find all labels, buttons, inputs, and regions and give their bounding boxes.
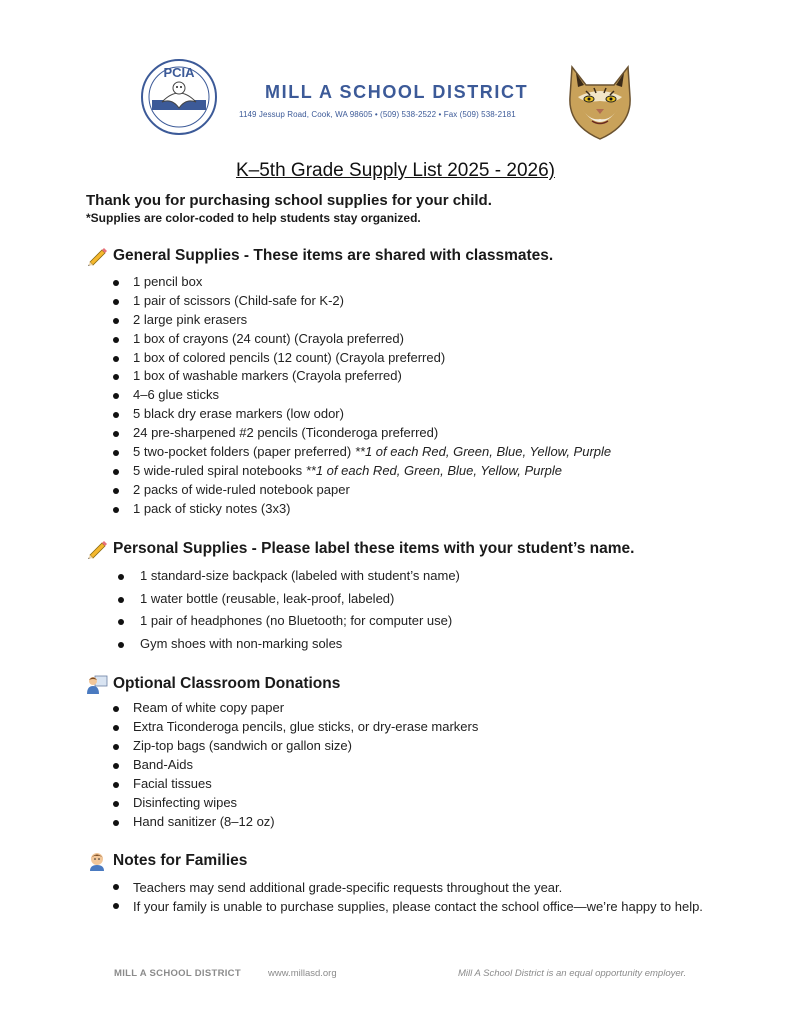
donations-heading-text: Optional Classroom Donations	[113, 675, 341, 692]
list-item	[115, 591, 460, 614]
donations-heading	[86, 674, 340, 694]
footer-website-link[interactable]: www.millasd.org	[268, 968, 337, 979]
teacher-icon	[86, 674, 108, 694]
thank-you-text: Thank you for purchasing school supplies for your child.	[86, 192, 492, 209]
list-item	[110, 482, 611, 501]
list-item	[115, 636, 460, 659]
list-item-text: 1 box of washable markers (Crayola preferred)	[133, 368, 402, 384]
document-title: K–5th Grade Supply List 2025 - 2026)	[236, 160, 555, 181]
pencil-icon	[86, 539, 108, 559]
list-item-text: 1 box of colored pencils (12 count) (Crayola preferred)	[133, 349, 446, 365]
bobcat-mascot-icon	[564, 63, 636, 141]
district-name: MILL A SCHOOL DISTRICT	[265, 82, 529, 102]
list-item	[110, 878, 718, 897]
list-item	[110, 274, 611, 293]
list-item	[110, 501, 611, 520]
list-item	[110, 444, 611, 463]
list-item	[110, 406, 611, 425]
list-item-text: 1 pair of headphones (no Bluetooth; for computer use)	[140, 613, 453, 628]
personal-supplies-heading	[86, 539, 634, 559]
list-item	[110, 719, 478, 738]
footer-district-name: MILL A SCHOOL DISTRICT	[114, 968, 241, 979]
list-item-text: Hand sanitizer (8–12 oz)	[133, 814, 275, 829]
list-item-text: Disinfecting wipes	[133, 795, 238, 810]
list-item-text: 4–6 glue sticks	[133, 387, 219, 403]
donations-list	[110, 700, 478, 833]
list-item-text: Ream of white copy paper	[133, 700, 285, 715]
list-item-text: 1 pair of scissors (Child-safe for K-2)	[133, 292, 344, 308]
list-item	[110, 350, 611, 369]
list-item-text: 2 packs of wide-ruled notebook paper	[133, 481, 350, 497]
list-item-text: 1 pencil box	[133, 274, 203, 289]
general-supplies-heading-text: General Supplies - These items are shared with classmates.	[113, 247, 554, 264]
folders-color-note: **1 of each Red, Green, Blue, Yellow, Purple	[354, 444, 612, 460]
notebooks-color-note: **1 of each Red, Green, Blue, Yellow, Purple	[305, 462, 563, 478]
pencil-icon	[86, 246, 108, 266]
child-icon	[86, 851, 108, 871]
list-item-text: If your family is unable to purchase supplies, please contact the school office—we’re happy to help.	[133, 899, 703, 914]
pcia-logo-text: PCIA	[163, 65, 195, 80]
list-item	[110, 312, 611, 331]
footer-eeo-statement: Mill A School District is an equal opportunity employer.	[458, 968, 687, 979]
list-item	[110, 700, 478, 719]
list-item	[110, 897, 718, 916]
list-item-text: 1 box of crayons (24 count) (Crayola preferred)	[133, 330, 404, 346]
list-item-text: Gym shoes with non-marking soles	[140, 635, 343, 651]
list-item	[110, 795, 478, 814]
notes-heading	[86, 851, 247, 871]
personal-supplies-heading-text: Personal Supplies - Please label these items with your student’s name.	[113, 540, 635, 557]
list-item-text: 1 pack of sticky notes (3x3)	[133, 500, 291, 516]
personal-supplies-list	[115, 568, 460, 658]
list-item-text: Zip-top bags (sandwich or gallon size)	[133, 738, 352, 753]
list-item-text: Facial tissues	[133, 776, 212, 791]
list-item	[110, 463, 611, 482]
list-item-text: Band-Aids	[133, 757, 193, 772]
list-item-text: Extra Ticonderoga pencils, glue sticks, or dry-erase markers	[133, 719, 479, 734]
pcia-logo	[140, 58, 218, 136]
list-item-text: 5 wide-ruled spiral notebooks	[133, 462, 306, 478]
list-item	[110, 293, 611, 312]
list-item	[110, 814, 478, 833]
district-address: 1149 Jessup Road, Cook, WA 98605 • (509) 538-2522 • Fax (509) 538-2181	[239, 110, 516, 119]
list-item	[110, 368, 611, 387]
list-item	[110, 738, 478, 757]
list-item-text: 5 two-pocket folders (paper preferred)	[133, 444, 355, 460]
list-item-text: 2 large pink erasers	[133, 311, 248, 327]
list-item	[110, 776, 478, 795]
list-item	[115, 568, 460, 591]
notes-heading-text: Notes for Families	[113, 852, 248, 869]
general-supplies-heading	[86, 246, 553, 266]
list-item-text: 5 black dry erase markers (low odor)	[133, 406, 344, 422]
list-item-text: 1 water bottle (reusable, leak-proof, labeled)	[140, 590, 395, 606]
list-item-text: 1 standard-size backpack (labeled with student’s name)	[140, 568, 460, 583]
list-item	[110, 757, 478, 776]
color-coded-note: *Supplies are color-coded to help students stay organized.	[86, 211, 421, 225]
list-item	[110, 331, 611, 350]
list-item	[110, 387, 611, 406]
notes-list	[110, 878, 718, 916]
general-supplies-list	[110, 274, 611, 520]
list-item-text: 24 pre-sharpened #2 pencils (Ticonderoga preferred)	[133, 425, 439, 441]
list-item	[110, 425, 611, 444]
list-item	[115, 613, 460, 636]
list-item-text: Teachers may send additional grade-specific requests throughout the year.	[133, 880, 563, 895]
